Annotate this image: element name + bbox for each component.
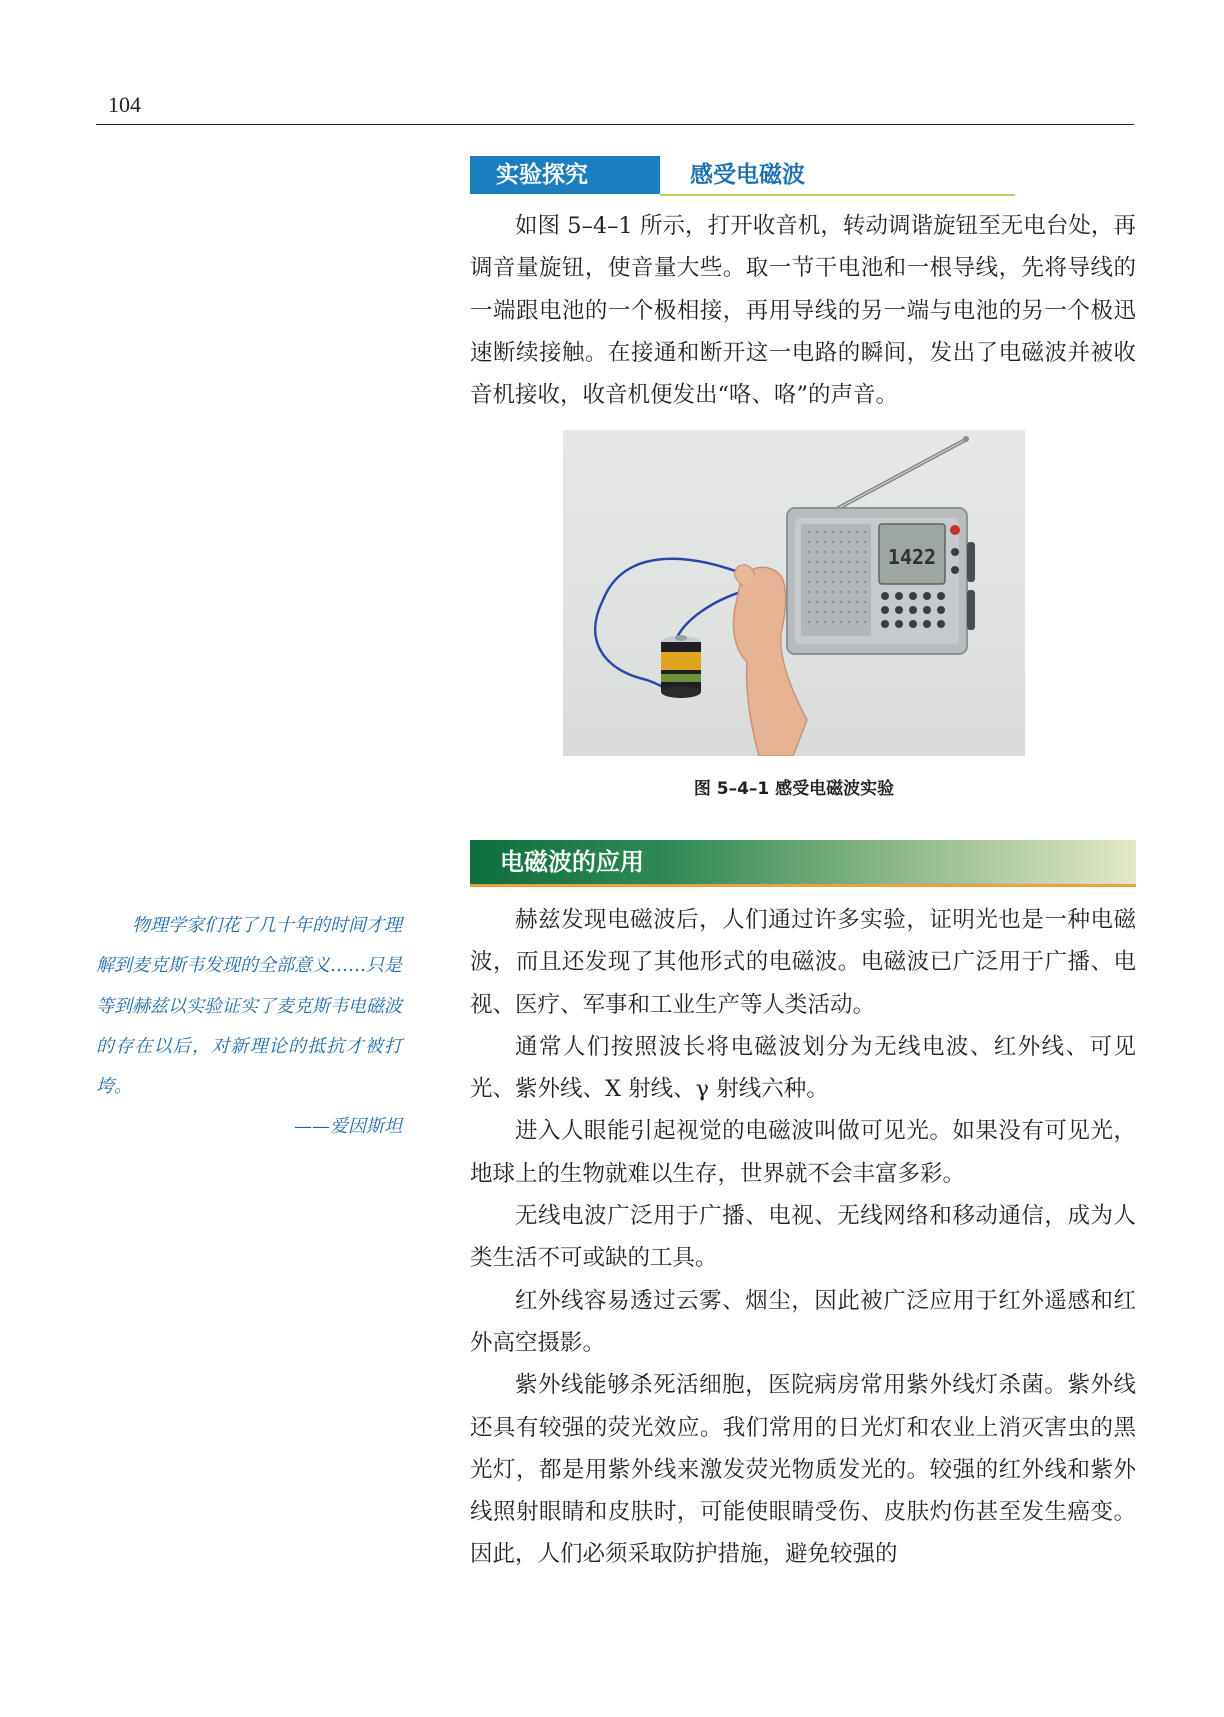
section-paragraph: 无线电波广泛用于广播、电视、无线网络和移动通信，成为人类生活不可或缺的工具。	[470, 1203, 1136, 1272]
section-heading	[470, 840, 1136, 884]
section-paragraph: 红外线容易透过云雾、烟尘，因此被广泛应用于红外遥感和红外高空摄影。	[470, 1287, 1136, 1356]
section-paragraph: 赫兹发现电磁波后，人们通过许多实验，证明光也是一种电磁波，而且还发现了其他形式的电磁波。电磁波已广泛用于广播、电视、医疗、军事和工业生产等人类活动。	[470, 907, 1136, 1018]
experiment-paragraph: 如图 5–4–1 所示，打开收音机，转动调谐旋钮至无电台处，再调音量旋钮，使音量大些。取一节干电池和一根导线，先将导线的一端跟电池的一个极相接，再用导线的另一端与电池的另一个极迅速断续接触。在接通和断开这一电路的瞬间，发出了电磁波并被收音机接收，收音机便发出“咯、咯”的声音。	[470, 213, 1136, 409]
quote-author: ——爱因斯坦	[294, 1116, 402, 1138]
experiment-tag: 实验探究	[470, 156, 660, 194]
radio-frequency-readout: 1422	[887, 545, 937, 569]
radio-side-knob	[967, 542, 975, 582]
section-paragraph: 紫外线能够杀死活细胞，医院病房常用紫外线灯杀菌。紫外线还具有较强的荧光效应。我们常用的日光灯和农业上消灭害虫的黑光灯，都是用紫外线来激发荧光物质发光的。较强的红外线和紫外线照射眼睛和皮肤时，可能使眼睛受伤、皮肤灼伤甚至发生癌变。因此，人们必须采取防护措施，避免较强的	[470, 1372, 1136, 1568]
section-body	[470, 899, 1136, 1576]
figure-radio-battery-photo	[563, 430, 1025, 756]
quote-text: 物理学家们花了几十年的时间才理解到麦克斯韦发现的全部意义……只是等到赫兹以实验证实了麦克斯韦电磁波的存在以后，对新理论的抵抗才被打垮。	[96, 915, 402, 1098]
section-rule	[470, 884, 1136, 887]
section-title: 电磁波的应用	[500, 848, 644, 876]
figure-illustration	[563, 430, 1025, 756]
section-paragraph: 通常人们按照波长将电磁波划分为无线电波、红外线、可见光、紫外线、X 射线、γ 射线六种。	[470, 1033, 1136, 1103]
section-paragraph: 进入人眼能引起视觉的电磁波叫做可见光。如果没有可见光，地球上的生物就难以生存，世界就不会丰富多彩。	[470, 1118, 1136, 1187]
figure-caption: 图 5–4–1 感受电磁波实验	[693, 779, 895, 799]
experiment-title: 感受电磁波	[690, 162, 805, 188]
speaker-grill	[801, 524, 871, 636]
header-rule	[96, 124, 1134, 125]
experiment-underline	[660, 194, 1015, 196]
page-number: 104	[108, 92, 141, 117]
margin-quote	[96, 906, 402, 1148]
experiment-body	[470, 205, 1136, 416]
battery	[661, 635, 701, 698]
experiment-header	[470, 156, 1015, 196]
radio-power-button	[950, 525, 960, 535]
